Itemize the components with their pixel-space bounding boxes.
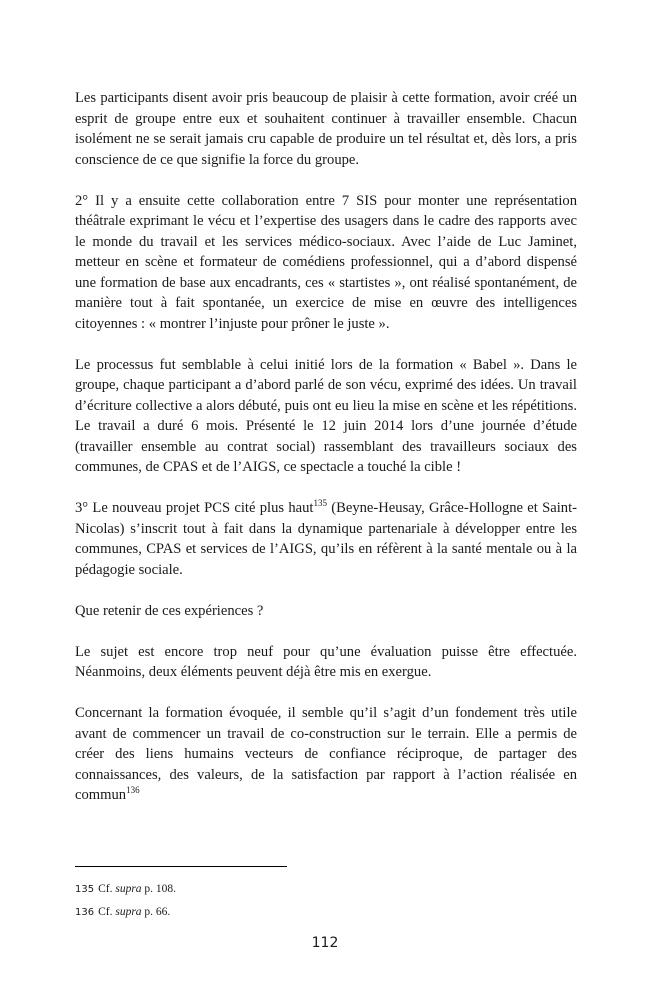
paragraph-5: Que retenir de ces expériences ? [75,602,264,619]
footnote-135 [75,878,575,901]
footnote-number: 135 [75,884,95,895]
footnote-italic: supra [115,906,142,918]
footnote-suffix: p. 108. [141,883,177,895]
footnote-number: 136 [75,907,95,918]
body-text [75,88,577,826]
paragraph-2: 2° Il y a ensuite cette collaboration entre 7 SIS pour monter une représentation théâtrale exprimant le vécu et l’expertise des usagers dans le cadre des rapports avec le monde du travail et les services médico-sociaux. Avec l’aide de Luc Jaminet, metteur en scène et formateur de comédiens professionnel, qui a d’abord dispensé une formation de base aux encadrants, ces « startistes », ont réalisé spontanément, de manière tout à fait spontanée, un exercice de mise en œuvre des intelligences citoyennes : « montrer l’injuste pour prôner le juste ». [75,192,577,332]
footnote-136 [75,901,575,924]
paragraph-1: Les participants disent avoir pris beaucoup de plaisir à cette formation, avoir créé un esprit de groupe entre eux et souhaitent continuer à travailler ensemble. Chacun isolément ne se serait jamais cru capable de produire un tel résultat et, dès lors, a pris conscience de ce que signifie la force du groupe. [75,90,577,168]
footnote-separator [75,866,287,867]
paragraph-7-text: Concernant la formation évoquée, il semble qu’il s’agit d’un fondement très utile avant de commencer un travail de co-construction sur le terrain. Elle a permis de créer des liens humains vecteurs de confiance réciproque, de partager des connaissances, des valeurs, de la satisfaction par rapport à l’action réalisée en commun [75,705,577,803]
paragraph-4-text-end: (Beyne-Heusay, Grâce-Hollogne et Saint-Nicolas) s’inscrit tout à fait dans la dynamique partenariale à développer entre les communes, CPAS et services de l’AIGS, qu’ils en réfèrent à la santé mentale ou à la pédagogie sociale. [75,500,577,578]
footnotes [75,878,575,924]
footnote-ref-136[interactable]: 136 [126,785,140,796]
paragraph-4-text-start: 3° Le nouveau projet PCS cité plus haut [75,500,314,516]
paragraph-4 [75,498,577,580]
paragraph-7 [75,703,577,806]
paragraph-6: Le sujet est encore trop neuf pour qu’une évaluation puisse être effectuée. Néanmoins, deux éléments peuvent déjà être mis en exergue. [75,643,577,680]
footnote-suffix: p. 66. [141,906,171,918]
footnote-prefix: Cf. [98,883,116,895]
footnote-ref-135[interactable]: 135 [313,498,327,509]
page-number: 112 [311,935,339,951]
footnote-prefix: Cf. [98,906,116,918]
footnote-italic: supra [115,883,142,895]
paragraph-3: Le processus fut semblable à celui initié lors de la formation « Babel ». Dans le groupe, chaque participant a d’abord parlé de son vécu, exprimé des idées. Un travail d’écriture collective a alors débuté, puis ont eu lieu la mise en scène et les répétitions. Le travail a duré 6 mois. Présenté le 12 juin 2014 lors d’une journée d’étude (travailler ensemble au contrat social) rassemblant des travailleurs sociaux des communes, de CPAS et de l’AIGS, ce spectacle a touché la cible ! [75,356,577,475]
